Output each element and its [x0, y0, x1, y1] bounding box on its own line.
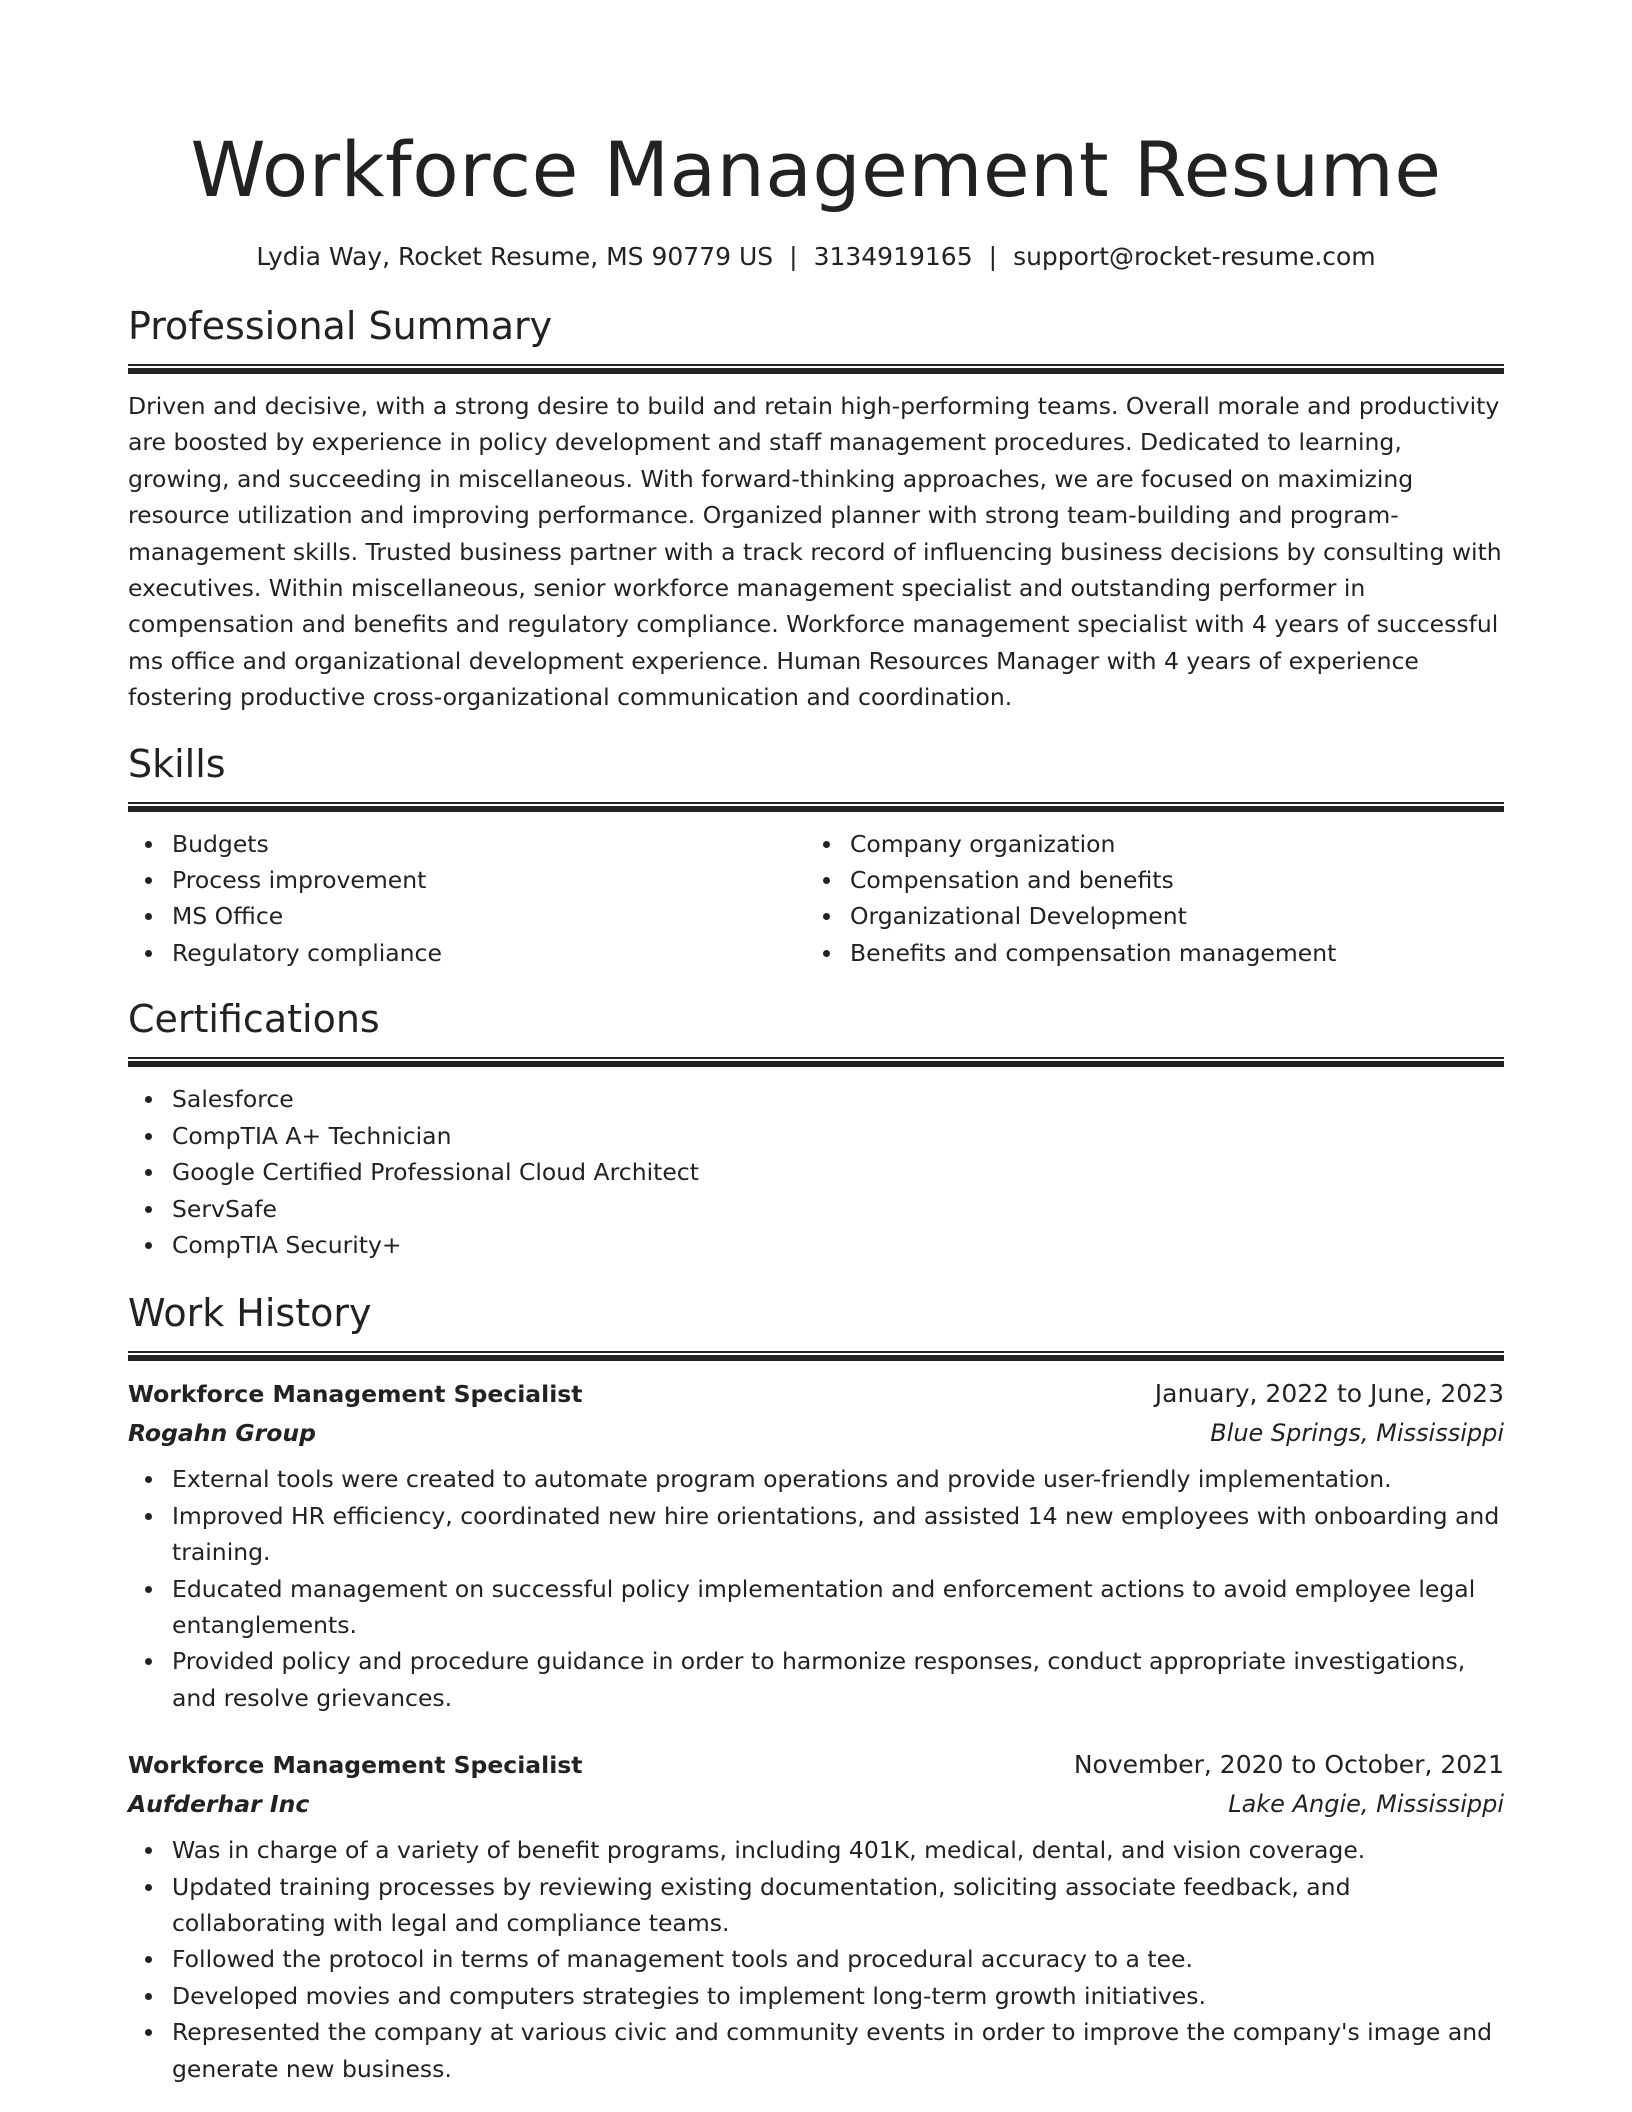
work-history-section [128, 1289, 1504, 2087]
skill-item: Organizational Development [850, 898, 1484, 934]
job-company: Aufderhar Inc [128, 1790, 310, 1819]
job-bullet: Represented the company at various civic and community events in order to improve the company's image and generate new business. [172, 2014, 1504, 2087]
job-bullets [128, 1461, 1504, 1716]
job-bullet: Educated management on successful policy implementation and enforcement actions to avoid employee legal entanglements. [172, 1571, 1504, 1644]
job-bullet: Was in charge of a variety of benefit programs, including 401K, medical, dental, and vision coverage. [172, 1832, 1504, 1868]
job-location: Lake Angie, Mississippi [1228, 1790, 1504, 1819]
skill-item: Budgets [172, 826, 806, 862]
contact-email[interactable]: support@rocket-resume.com [1013, 242, 1376, 271]
section-divider [128, 364, 1504, 374]
skills-list-right [806, 826, 1484, 972]
job-dates: January, 2022 to June, 2023 [1154, 1379, 1504, 1409]
section-heading-summary: Professional Summary [128, 304, 553, 348]
skill-item: Process improvement [172, 862, 806, 898]
certification-item: Google Certified Professional Cloud Architect [172, 1154, 1504, 1190]
section-heading-certifications: Certifications [128, 997, 380, 1042]
contact-line [128, 240, 1504, 274]
certifications-list [128, 1081, 1504, 1263]
certification-item: ServSafe [172, 1191, 1504, 1227]
skill-item: MS Office [172, 898, 806, 934]
section-divider [128, 1057, 1504, 1067]
job-bullets [128, 1832, 1504, 2087]
job-entry [128, 1746, 1504, 2087]
skills-column-left [128, 826, 806, 972]
resume-page [128, 0, 1504, 2087]
section-divider [128, 802, 1504, 812]
job-bullet: Updated training processes by reviewing existing documentation, soliciting associate feedback, and collaborating with legal and compliance teams. [172, 1869, 1504, 1942]
certification-item: CompTIA A+ Technician [172, 1118, 1504, 1154]
job-entry [128, 1375, 1504, 1716]
job-dates: November, 2020 to October, 2021 [1073, 1750, 1504, 1780]
section-heading-skills: Skills [128, 741, 226, 786]
skill-item: Compensation and benefits [850, 862, 1484, 898]
job-bullet: Provided policy and procedure guidance in order to harmonize responses, conduct appropriate investigations, and resolve grievances. [172, 1643, 1504, 1716]
contact-address: Lydia Way, Rocket Resume, MS 90779 US [256, 242, 774, 271]
page-title: Workforce Management Resume [190, 125, 1442, 214]
skill-item: Company organization [850, 826, 1484, 862]
skill-item: Benefits and compensation management [850, 935, 1484, 971]
job-title: Workforce Management Specialist [128, 1751, 583, 1780]
job-location: Blue Springs, Mississippi [1210, 1419, 1504, 1448]
skills-list-left [128, 826, 806, 972]
certification-item: CompTIA Security+ [172, 1227, 1504, 1263]
job-bullet: Developed movies and computers strategies to implement long-term growth initiatives. [172, 1978, 1504, 2014]
summary-text: Driven and decisive, with a strong desire to build and retain high-performing teams. Overall morale and productivity are boosted by experience in policy development and staff management procedures. Dedicated to learning, growing, and succeeding in miscellaneous. With forward-thinking approaches, we are focused on maximizing resource utilization and improving performance. Organized planner with strong team-building and program-management skills. Trusted business partner with a track record of influencing business decisions by consulting with executives. Within miscellaneous, senior workforce management specialist and outstanding performer in compensation and benefits and regulatory compliance. Workforce management specialist with 4 years of successful ms office and organizational development experience. Human Resources Manager with 4 years of experience fostering productive cross-organizational communication and coordination. [128, 392, 1502, 712]
job-title: Workforce Management Specialist [128, 1380, 583, 1409]
certifications-section [128, 995, 1504, 1263]
section-heading-work-history: Work History [128, 1291, 372, 1336]
contact-separator: | [988, 242, 998, 271]
job-company-row [128, 1413, 1504, 1453]
job-company-row [128, 1784, 1504, 1824]
job-bullet: Followed the protocol in terms of management tools and procedural accuracy to a tee. [172, 1941, 1504, 1977]
skill-item: Regulatory compliance [172, 935, 806, 971]
job-header-row [128, 1746, 1504, 1784]
job-bullet: External tools were created to automate program operations and provide user-friendly implementation. [172, 1461, 1504, 1497]
job-bullet: Improved HR efficiency, coordinated new hire orientations, and assisted 14 new employees with onboarding and training. [172, 1498, 1504, 1571]
job-company: Rogahn Group [128, 1419, 316, 1448]
contact-phone[interactable]: 3134919165 [813, 242, 973, 271]
summary-section [128, 302, 1504, 716]
skills-grid [128, 826, 1504, 972]
section-divider [128, 1351, 1504, 1361]
skills-section [128, 740, 1504, 972]
certification-item: Salesforce [172, 1081, 1504, 1117]
job-header-row [128, 1375, 1504, 1413]
contact-separator: | [789, 242, 798, 271]
skills-column-right [806, 826, 1484, 972]
